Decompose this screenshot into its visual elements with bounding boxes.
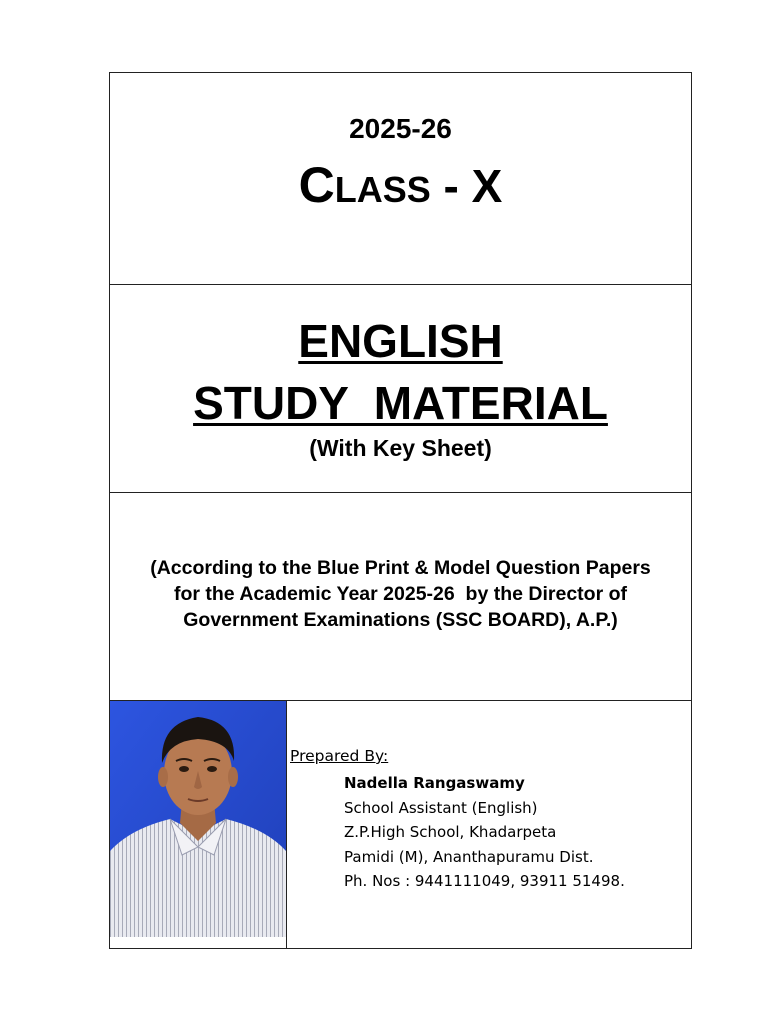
title-study-material: STUDY MATERIAL (193, 377, 608, 429)
author-district: Pamidi (M), Ananthapuramu Dist. (344, 847, 594, 866)
according-text (120, 555, 681, 633)
author-details (344, 771, 625, 894)
class-section (110, 73, 691, 285)
class-title-suffix: - X (430, 160, 503, 212)
author-name: Nadella Rangaswamy (344, 774, 525, 792)
class-title-rest: LASS (334, 169, 431, 210)
prepared-by (290, 747, 388, 765)
class-title-initial: C (298, 157, 335, 213)
title-line-1 (110, 315, 691, 367)
academic-year: 2025-26 (349, 113, 452, 144)
author-divider (286, 701, 287, 948)
author-photo (110, 701, 287, 937)
according-line: (According to the Blue Print & Model Question Papers (150, 557, 651, 579)
according-line: Government Examinations (SSC BOARD), A.P.) (183, 609, 618, 631)
class-title (110, 156, 691, 214)
subtitle: (With Key Sheet) (309, 435, 492, 461)
title-english: ENGLISH (298, 315, 503, 367)
prepared-by-label: Prepared By: (290, 747, 389, 765)
author-designation: School Assistant (English) (344, 798, 538, 817)
author-section (110, 701, 691, 948)
title-section (110, 285, 691, 493)
author-school: Z.P.High School, Khadarpeta (344, 823, 557, 841)
according-line: for the Academic Year 2025-26 by the Director of (173, 583, 627, 605)
title-line-2 (110, 377, 691, 429)
author-phones: Ph. Nos : 9441111049, 93911 51498. (344, 872, 625, 890)
cover-frame (109, 72, 692, 949)
according-section (110, 493, 691, 701)
